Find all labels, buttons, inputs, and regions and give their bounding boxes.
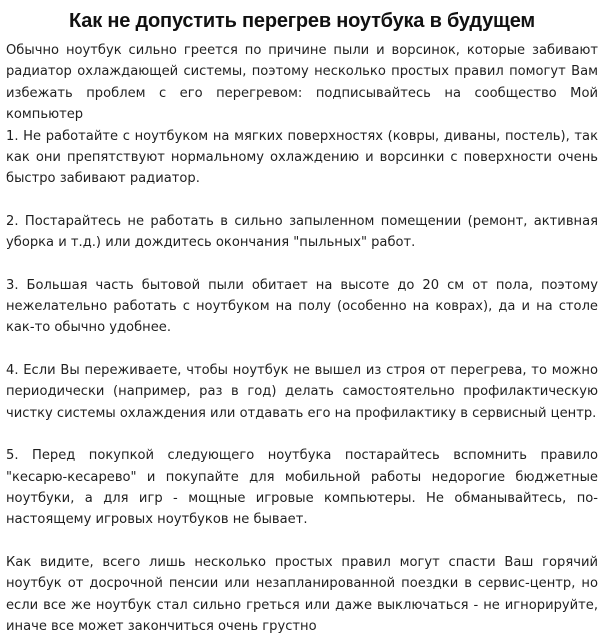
paragraph-gap xyxy=(6,254,598,275)
paragraph-gap xyxy=(6,424,598,445)
paragraph-gap xyxy=(6,531,598,552)
tip-5: 5. Перед покупкой следующего ноутбука постарайтесь вспомнить правило "кесарю-кесарево" и покупайте для мобильной работы недорогие бюджетные ноутбуки, а для игр - мощные игровые компьютеры. Не обманывайтесь, по-настоящему игровых ноутбуков не бывает. xyxy=(6,448,598,528)
tip-3: 3. Большая часть бытовой пыли обитает на высоте до 20 см от пола, поэтому нежелательно работать с ноутбуком на полу (особенно на коврах), да и на столе как-то обычно удобнее. xyxy=(6,277,598,336)
conclusion-paragraph: Как видите, всего лишь несколько простых правил могут спасти Ваш горячий ноутбук от досрочной пенсии или незапланированной поездки в сервис-центр, но если все же ноутбук стал сильно греться или даже выключаться - не игнорируйте, иначе все может закончиться очень грустно xyxy=(6,554,598,634)
tip-2: 2. Постарайтесь не работать в сильно запыленном помещении (ремонт, активная уборка и т.д.) или дождитесь окончания "пыльных" работ. xyxy=(6,213,598,251)
article-title: Как не допустить перегрев ноутбука в будущем xyxy=(69,10,535,32)
tip-1: 1. Не работайте с ноутбуком на мягких поверхностях (ковры, диваны, постель), так как они препятствуют нормальному охлаждению и ворсинки с поверхности очень быстро забивают радиатор. xyxy=(6,128,598,187)
tip-4: 4. Если Вы переживаете, чтобы ноутбук не вышел из строя от перегрева, то можно периодически (например, раз в год) делать самостоятельно профилактическую чистку системы охлаждения или отдавать его на профилактику в сервисный центр. xyxy=(6,362,598,421)
paragraph-gap xyxy=(6,190,598,211)
article xyxy=(6,8,598,637)
intro-paragraph: Обычно ноутбук сильно греется по причине пыли и ворсинок, которые забивают радиатор охлаждающей системы, поэтому несколько простых правил помогут Вам избежать проблем с его перегревом: подписывайтесь на сообщество Мой компьютер xyxy=(6,43,598,123)
paragraph-gap xyxy=(6,339,598,360)
